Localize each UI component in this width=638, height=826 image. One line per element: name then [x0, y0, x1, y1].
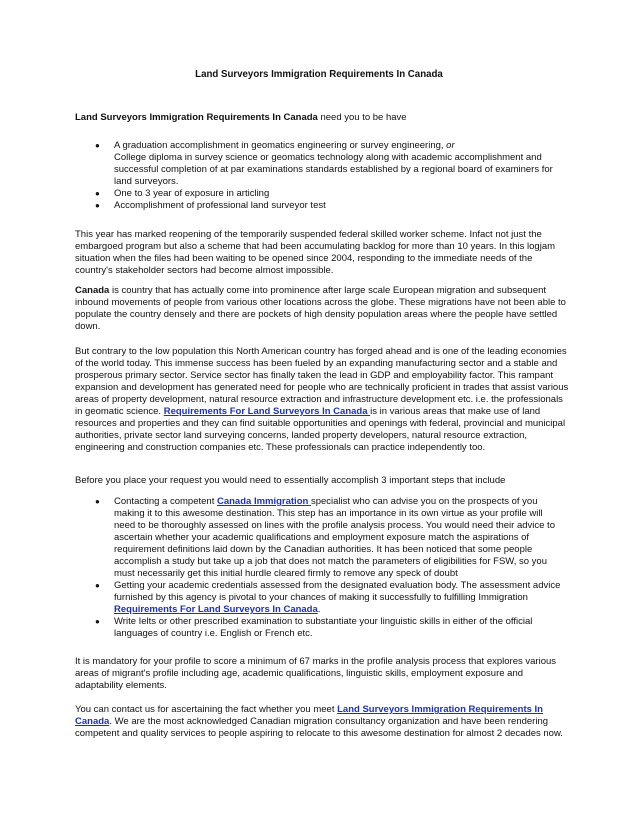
- paragraph-steps-intro: Before you place your request you would need to essentially accomplish 3 important steps that include: [75, 475, 506, 486]
- canada-bold: Canada: [75, 285, 110, 296]
- paragraph-reopening: This year has marked reopening of the temporarily suspended federal skilled worker scheme. Infact not just the embargoed program but also a scheme that had been accumulating backlog for more than 10 years. In this logjam situation when the files had been waiting to be opened since 2004, responding to the immediate needs of the country's stakeholder sectors had become almost impossible.: [75, 229, 556, 276]
- list-item-text: Contacting a competent: [114, 496, 217, 507]
- requirements-list: [95, 140, 565, 212]
- list-item-italic: or: [446, 140, 455, 151]
- bullet-icon: ●: [95, 581, 100, 590]
- paragraph-text: You can contact us for ascertaining the fact whether you meet: [75, 704, 338, 715]
- list-item-text: Write Ielts or other prescribed examination to substantiate your linguistic skills in either of the official languages of country i.e. English or French etc.: [114, 616, 533, 639]
- list-item-text-cont: specialist who can advise you on the prospects of you making it to this awesome destination. This step has an importance in its own virtue as your profile will need to be thoroughly assessed on lines with the profile analysis process. You would need their advice to ascertain whether your academic qualifications and employment exposure match the aspirations of requirement definitions laid down by the Canadian authorities. It has been noticed that some people accomplish a study but take up a job that does not match the parameters of eligibilities for FSW, so you must necessarily get this initial hurdle cleared firmly to remove any speck of doubt: [114, 496, 555, 579]
- list-item: [95, 188, 565, 200]
- document-title: Land Surveyors Immigration Requirements In Canada: [195, 69, 443, 80]
- list-item-text-cont: College diploma in survey science or geomatics technology along with academic accomplishment and successful completion of at par examinations standards established by a regional board of examiners for land surveyors.: [114, 152, 553, 187]
- paragraph-text-cont: is in various areas that make use of land resources and properties and they can find suitable opportunities and openings with federal, provincial and municipal authorities, private sector land surveying concerns, landed property developers, natural resource extraction, engineering and construction companies etc. These professionals can practice independently too.: [75, 406, 566, 453]
- paragraph-contact: [75, 704, 569, 740]
- list-item-text: Accomplishment of professional land surveyor test: [114, 200, 326, 211]
- list-item: [95, 496, 565, 580]
- intro-bold-phrase: Land Surveyors Immigration Requirements In Canada: [75, 112, 318, 123]
- paragraph-canada: [75, 285, 569, 333]
- bullet-icon: ●: [95, 189, 100, 198]
- bullet-icon: ●: [95, 497, 100, 506]
- list-item: [95, 200, 565, 212]
- requirements-link[interactable]: Requirements For Land Surveyors In Canada: [163, 406, 371, 417]
- list-item-text: One to 3 year of exposure in articling: [114, 188, 270, 199]
- paragraph-economy: [75, 346, 569, 454]
- paragraph-text: But contrary to the low population this North American country has forged ahead and is one of the leading economies of the world today. This immense success has been fueled by an expanding manufacturing sector and a stable and prosperous primary sector. Service sector has finally taken the lead in GDP and employability factor. This rampant expansion and development has generated need for people who are technically proficient in trades that assist various areas of property development, natural resource extraction and infrastructure development etc. i.e. the professionals in geomatic science.: [75, 346, 569, 417]
- contact-requirements-link[interactable]: Land Surveyors Immigration Requirements In Canada: [75, 704, 543, 727]
- intro-text: need you to be have: [317, 112, 407, 123]
- list-item: [95, 616, 565, 640]
- intro-paragraph: [75, 112, 569, 124]
- bullet-icon: ●: [95, 201, 100, 210]
- canada-immigration-link[interactable]: Canada Immigration: [216, 496, 311, 507]
- steps-list: [95, 496, 565, 640]
- bullet-icon: ●: [95, 141, 100, 150]
- paragraph-text: is country that has actually come into prominence after large scale European migration and subsequent inbound movements of people from various other locations across the globe. These migrations have not been able to populate the country densely and there are pockets of high density population areas where the people have settled down.: [75, 285, 566, 332]
- paragraph-marks: It is mandatory for your profile to score a minimum of 67 marks in the profile analysis process that explores various areas of migrant's profile including age, academic qualifications, linguistic skills, employment exposure and adaptability elements.: [75, 656, 557, 691]
- list-item-text: Getting your academic credentials assessed from the designated evaluation body. The assessment advice furnished by this agency is pivotal to your chances of making it successfully to fulfilling Immigration: [114, 580, 561, 603]
- list-item: [95, 140, 565, 188]
- list-item-text-cont: .: [317, 604, 321, 615]
- list-item-text: A graduation accomplishment in geomatics engineering or survey engineering,: [114, 140, 447, 151]
- list-item: [95, 580, 565, 616]
- bullet-icon: ●: [95, 617, 100, 626]
- paragraph-text-cont: . We are the most acknowledged Canadian migration consultancy organization and have been rendering competent and quality services to people aspiring to relocate to this awesome destination for almost 2 decades now.: [75, 716, 563, 739]
- requirements-link[interactable]: Requirements For Land Surveyors In Canada: [114, 604, 318, 615]
